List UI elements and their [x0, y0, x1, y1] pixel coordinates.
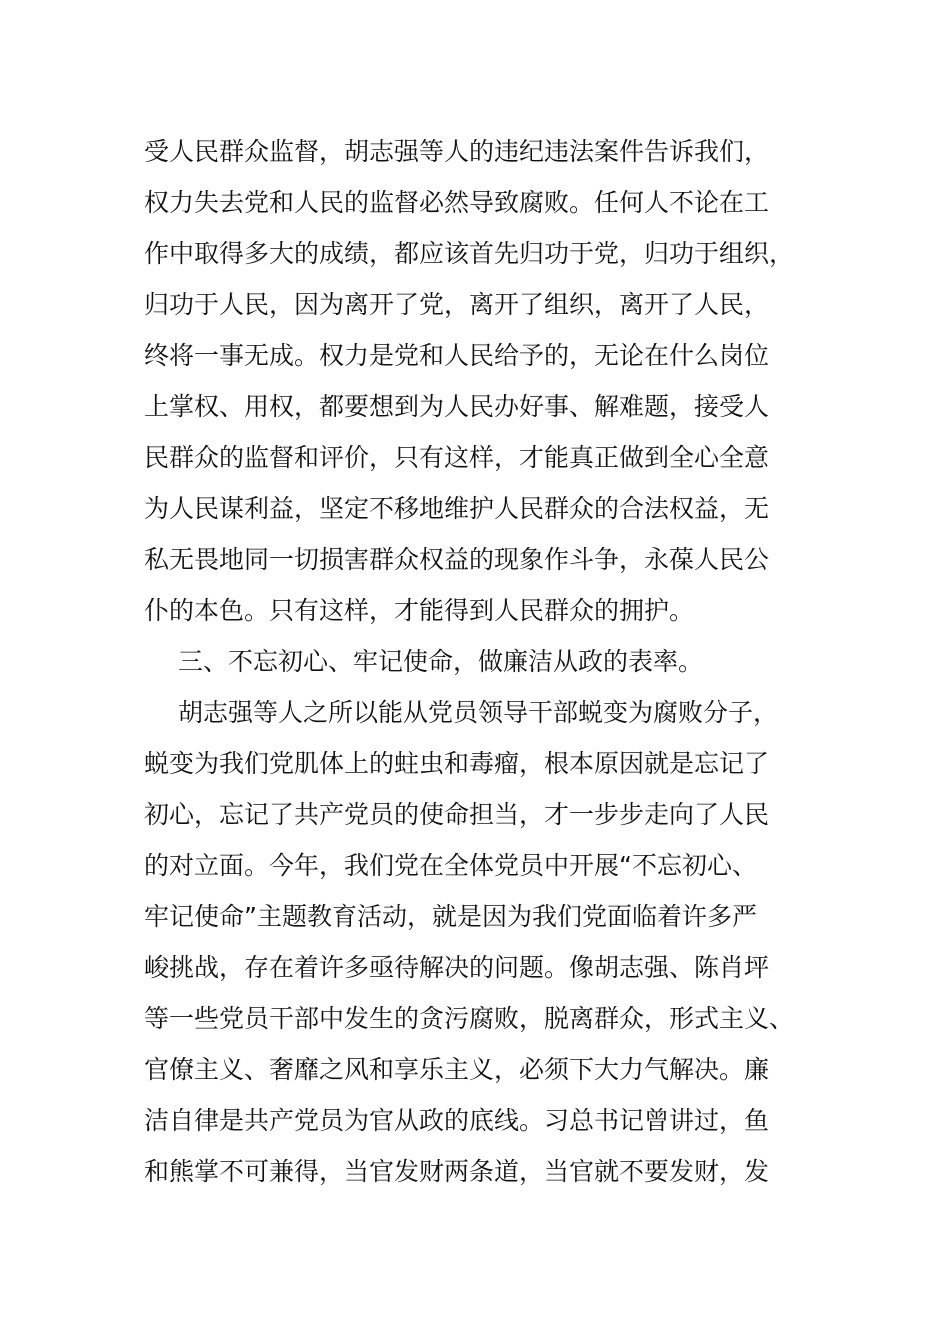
text-line: 牢记使命”主题教育活动，就是因为我们党面临着许多严	[144, 902, 757, 931]
text-line: 民群众的监督和评价，只有这样，才能真正做到全心全意	[144, 443, 770, 472]
section-heading: 三、不忘初心、牢记使命，做廉洁从政的表率。	[178, 647, 704, 676]
text-line: 和熊掌不可兼得，当官发财两条道，当官就不要发财，发	[144, 1157, 770, 1186]
text-line: 终将一事无成。权力是党和人民给予的，无论在什么岗位	[144, 341, 770, 370]
text-line: 上掌权、用权，都要想到为人民办好事、解难题，接受人	[144, 392, 770, 421]
text-line: 的对立面。今年，我们党在全体党员中开展“不忘初心、	[144, 851, 757, 880]
text-line: 受人民群众监督，胡志强等人的违纪违法案件告诉我们，	[144, 137, 770, 166]
text-line: 等一些党员干部中发生的贪污腐败，脱离群众，形式主义、	[144, 1004, 795, 1033]
text-line: 蜕变为我们党肌体上的蛀虫和毒瘤，根本原因就是忘记了	[144, 749, 770, 778]
text-line: 官僚主义、奢靡之风和享乐主义，必须下大力气解决。廉	[144, 1055, 770, 1084]
text-line: 私无畏地同一切损害群众权益的现象作斗争，永葆人民公	[144, 545, 770, 574]
paragraph-start-line: 胡志强等人之所以能从党员领导干部蜕变为腐败分子，	[178, 698, 779, 727]
text-line: 峻挑战，存在着许多亟待解决的问题。像胡志强、陈肖坪	[144, 953, 770, 982]
body-text	[144, 126, 804, 1197]
text-line: 归功于人民，因为离开了党，离开了组织，离开了人民，	[144, 290, 770, 319]
text-line: 作中取得多大的成绩，都应该首先归功于党，归功于组织，	[144, 239, 795, 268]
text-line: 洁自律是共产党员为官从政的底线。习总书记曾讲过，鱼	[144, 1106, 770, 1135]
text-line: 权力失去党和人民的监督必然导致腐败。任何人不论在工	[144, 188, 770, 217]
text-line: 为人民谋利益，坚定不移地维护人民群众的合法权益，无	[144, 494, 770, 523]
text-line: 仆的本色。只有这样，才能得到人民群众的拥护。	[144, 596, 695, 625]
text-line: 初心，忘记了共产党员的使命担当，才一步步走向了人民	[144, 800, 770, 829]
